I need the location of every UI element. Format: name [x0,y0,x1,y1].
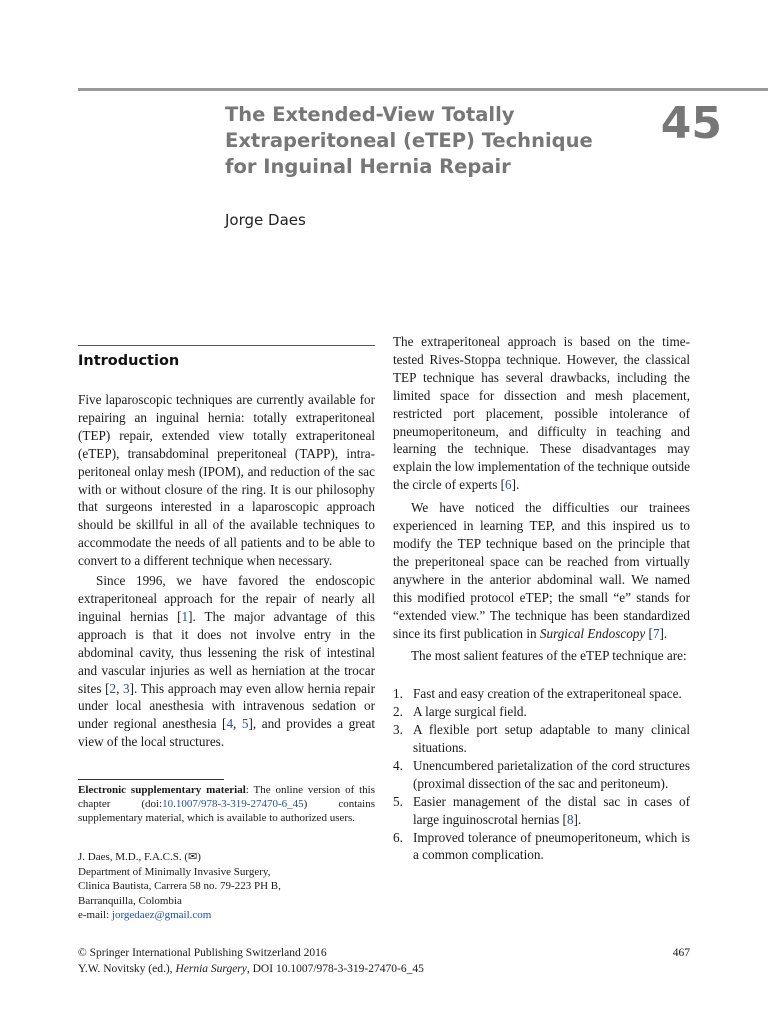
left-column [78,345,375,751]
envelope-icon: (✉) [184,851,201,863]
text: ], and provides a great view of the local structures. [78,716,376,750]
affiliation-email-line [78,908,375,923]
affiliation-line-2: Clinica Bautista, Carrera 58 no. 79-223 PH B, [78,880,281,893]
chapter-title-line-3: for Inguinal Hernia Repair [225,155,511,178]
citation-line [78,961,690,977]
text: , [116,680,124,696]
text: , [233,716,242,732]
text: , DOI 10.1007/978-3-319-27470-6_45 [246,963,424,975]
list-item [393,685,690,703]
chapter-title-line-1: The Extended-View Totally [225,103,515,126]
text: We have noticed the difficulties our trainees experienced in learning TEP, and this inspired us to modify the TEP technique based on the principle that the preperitoneal space can be reached from virtually anywhere in the anterior abdominal wall. We named this modified protocol eTEP; the small “e” stands for “extended view.” The technique has been standardized since its first publication in [393,500,690,641]
citation-link[interactable]: 5 [241,716,249,732]
right-paragraph-2 [393,499,690,642]
affiliation-line-1: Department of Minimally Invasive Surgery, [78,865,271,878]
right-column [393,333,690,864]
citation-link[interactable]: 4 [226,716,234,732]
list-item [393,703,690,721]
book-title: Hernia Surgery [175,963,247,975]
list-text: Fast and easy creation of the extraperitoneal space. [413,686,682,702]
text: ) contains supplementary material, which is available to authorized users. [78,798,375,825]
list-item [393,793,690,829]
list-text: A large surgical field. [413,704,527,720]
copyright-line: © Springer International Publishing Switzerland 2016 [78,947,327,959]
right-paragraph-3: The most salient features of the eTEP technique are: [411,648,687,664]
list-item [393,757,690,793]
citation-link[interactable]: 2 [109,680,117,696]
doi-link[interactable]: 10.1007/978-3-319-27470-6_45 [162,798,304,811]
citation-link[interactable]: 3 [123,680,130,696]
list-number: 5. [393,793,403,809]
author-credentials: J. Daes, M.D., F.A.C.S. [78,851,182,863]
text: : The online version of this chapter (doi: [78,784,375,811]
list-text: Improved tolerance of pneumoperitoneum, which is a common complication. [413,829,690,863]
copyright-block [78,945,690,977]
citation-link[interactable]: 1 [181,608,189,624]
text: ]. This approach may even allow hernia repair under local anesthesia with intravenous sedation or under regional anesthesia [ [78,680,376,732]
list-number: 3. [393,722,403,738]
right-paragraph-1 [393,333,690,494]
text: [ [645,625,653,641]
affiliation-name-line [78,850,375,865]
text: The extraperitoneal approach is based on the time-tested Rives-Stoppa technique. However, the classical TEP technique has several drawbacks, including the limited space for dissection and mesh placement, restricted port placement, possible intolerance of pneumoperitoneum, and difficulty in teaching and learning the technique. These disadvantages may explain the low implementation of the technique outside the circle of experts [ [393,334,691,493]
intro-paragraph-1: Five laparoscopic techniques are currently available for repairing an inguinal hernia: totally extraperitoneal (TEP) repair, extended view totally extraperitoneal (eTEP), transabdominal preperitoneal (TAPP), intra-peritoneal onlay mesh (IPOM), and reduction of the sac with or without closure of the ring. It is our philosophy that surgeons interested in a laparoscopic approach should be skillful in all of the available techniques to accommodate the needs of all patients and to be able to convert to a different technique when necessary. [78,392,375,569]
citation-link[interactable]: 8 [566,811,574,827]
citation-link[interactable]: 7 [652,625,660,641]
page-number: 467 [672,947,690,959]
list-number: 6. [393,829,403,845]
citation-link[interactable]: 6 [505,477,512,493]
list-text: A flexible port setup adaptable to many clinical situations. [413,722,690,756]
section-heading-introduction: Introduction [78,353,180,369]
header-rule [78,88,768,91]
list-text [413,793,690,829]
footnote-label: Electronic supplementary material [78,784,246,796]
text: ]. The major advantage of this approach is that it does not involve entry in the abdominal cavity, thus lessening the risk of intestinal and vascular injuries as well as herniation at the trocar sites [ [78,608,375,696]
email-link[interactable]: jorgedaez@gmail.com [111,909,212,922]
intro-paragraph-2 [78,572,375,751]
features-list [393,685,690,864]
text: ]. [511,477,520,493]
footnote-rule [78,779,224,780]
list-number: 2. [393,704,403,720]
chapter-title-line-2: Extraperitoneal (eTEP) Technique [225,129,593,152]
text: ]. [573,811,582,827]
text: ]. [659,625,668,641]
supplementary-footnote [78,783,375,826]
chapter-number: 45 [660,98,722,149]
list-text: Unencumbered parietalization of the cord structures (proximal dissection of the sac and peritoneum). [413,757,690,791]
affiliation-line-3: Barranquilla, Colombia [78,894,182,907]
chapter-title [225,102,625,180]
list-number: 4. [393,757,403,773]
email-label: e-mail: [78,909,112,922]
text: Easier management of the distal sac in cases of large inguinoscrotal hernias [ [413,793,690,827]
author-affiliation [78,850,375,923]
text: Y.W. Novitsky (ed.), [78,963,176,975]
list-item [393,829,690,865]
journal-title: Surgical Endoscopy [539,625,646,641]
text: Since 1996, we have favored the endoscopic extraperitoneal approach for the repair of nearly all inguinal hernias [ [78,573,375,624]
list-number: 1. [393,686,403,702]
section-rule [78,345,375,346]
author-name: Jorge Daes [225,211,306,229]
list-item [393,721,690,757]
